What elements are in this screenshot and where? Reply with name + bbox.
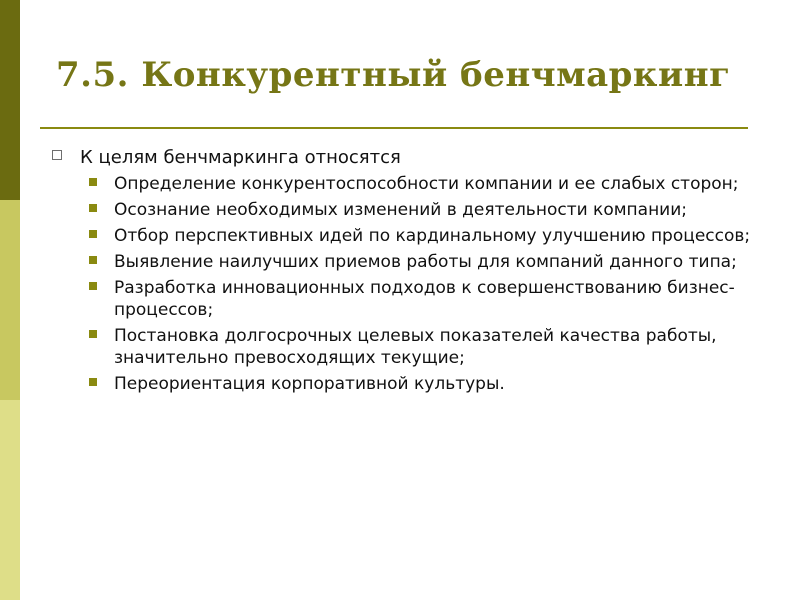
goals-list: [88, 173, 762, 395]
slide-title: 7.5. Конкурентный бенчмаркинг: [56, 55, 731, 95]
goal-item: [88, 251, 762, 273]
sidebar-segment-mid: [0, 200, 20, 400]
goal-text: Выявление наилучших приемов работы для компаний данного типа;: [114, 252, 737, 272]
filled-square-bullet-icon: [89, 282, 97, 290]
filled-square-bullet-icon: [89, 256, 97, 264]
goal-text: Осознание необходимых изменений в деятельности компании;: [114, 200, 688, 220]
title-divider: [40, 127, 748, 129]
slide-content: [52, 146, 762, 399]
filled-square-bullet-icon: [89, 204, 97, 212]
goal-item: [88, 277, 762, 321]
goal-item: [88, 199, 762, 221]
filled-square-bullet-icon: [89, 330, 97, 338]
intro-text: К целям бенчмаркинга относятся: [80, 147, 401, 168]
goal-text: Переориентация корпоративной культуры.: [114, 374, 505, 394]
filled-square-bullet-icon: [89, 378, 97, 386]
filled-square-bullet-icon: [89, 230, 97, 238]
goal-item: [88, 225, 762, 247]
hollow-square-bullet-icon: [52, 150, 62, 160]
sidebar-segment-light: [0, 400, 20, 600]
goal-text: Постановка долгосрочных целевых показателей качества работы, значительно превосходящих текущие;: [114, 326, 717, 368]
sidebar-segment-dark: [0, 0, 20, 200]
intro-bullet-item: [52, 146, 762, 170]
goal-item: [88, 173, 762, 195]
goal-text: Отбор перспективных идей по кардинальному улучшению процессов;: [114, 226, 751, 246]
goal-text: Определение конкурентоспособности компании и ее слабых сторон;: [114, 174, 739, 194]
filled-square-bullet-icon: [89, 178, 97, 186]
goal-item: [88, 325, 762, 369]
goal-text: Разработка инновационных подходов к совершенствованию бизнес-процессов;: [114, 278, 735, 320]
goal-item: [88, 373, 762, 395]
sidebar-decoration: [0, 0, 20, 600]
